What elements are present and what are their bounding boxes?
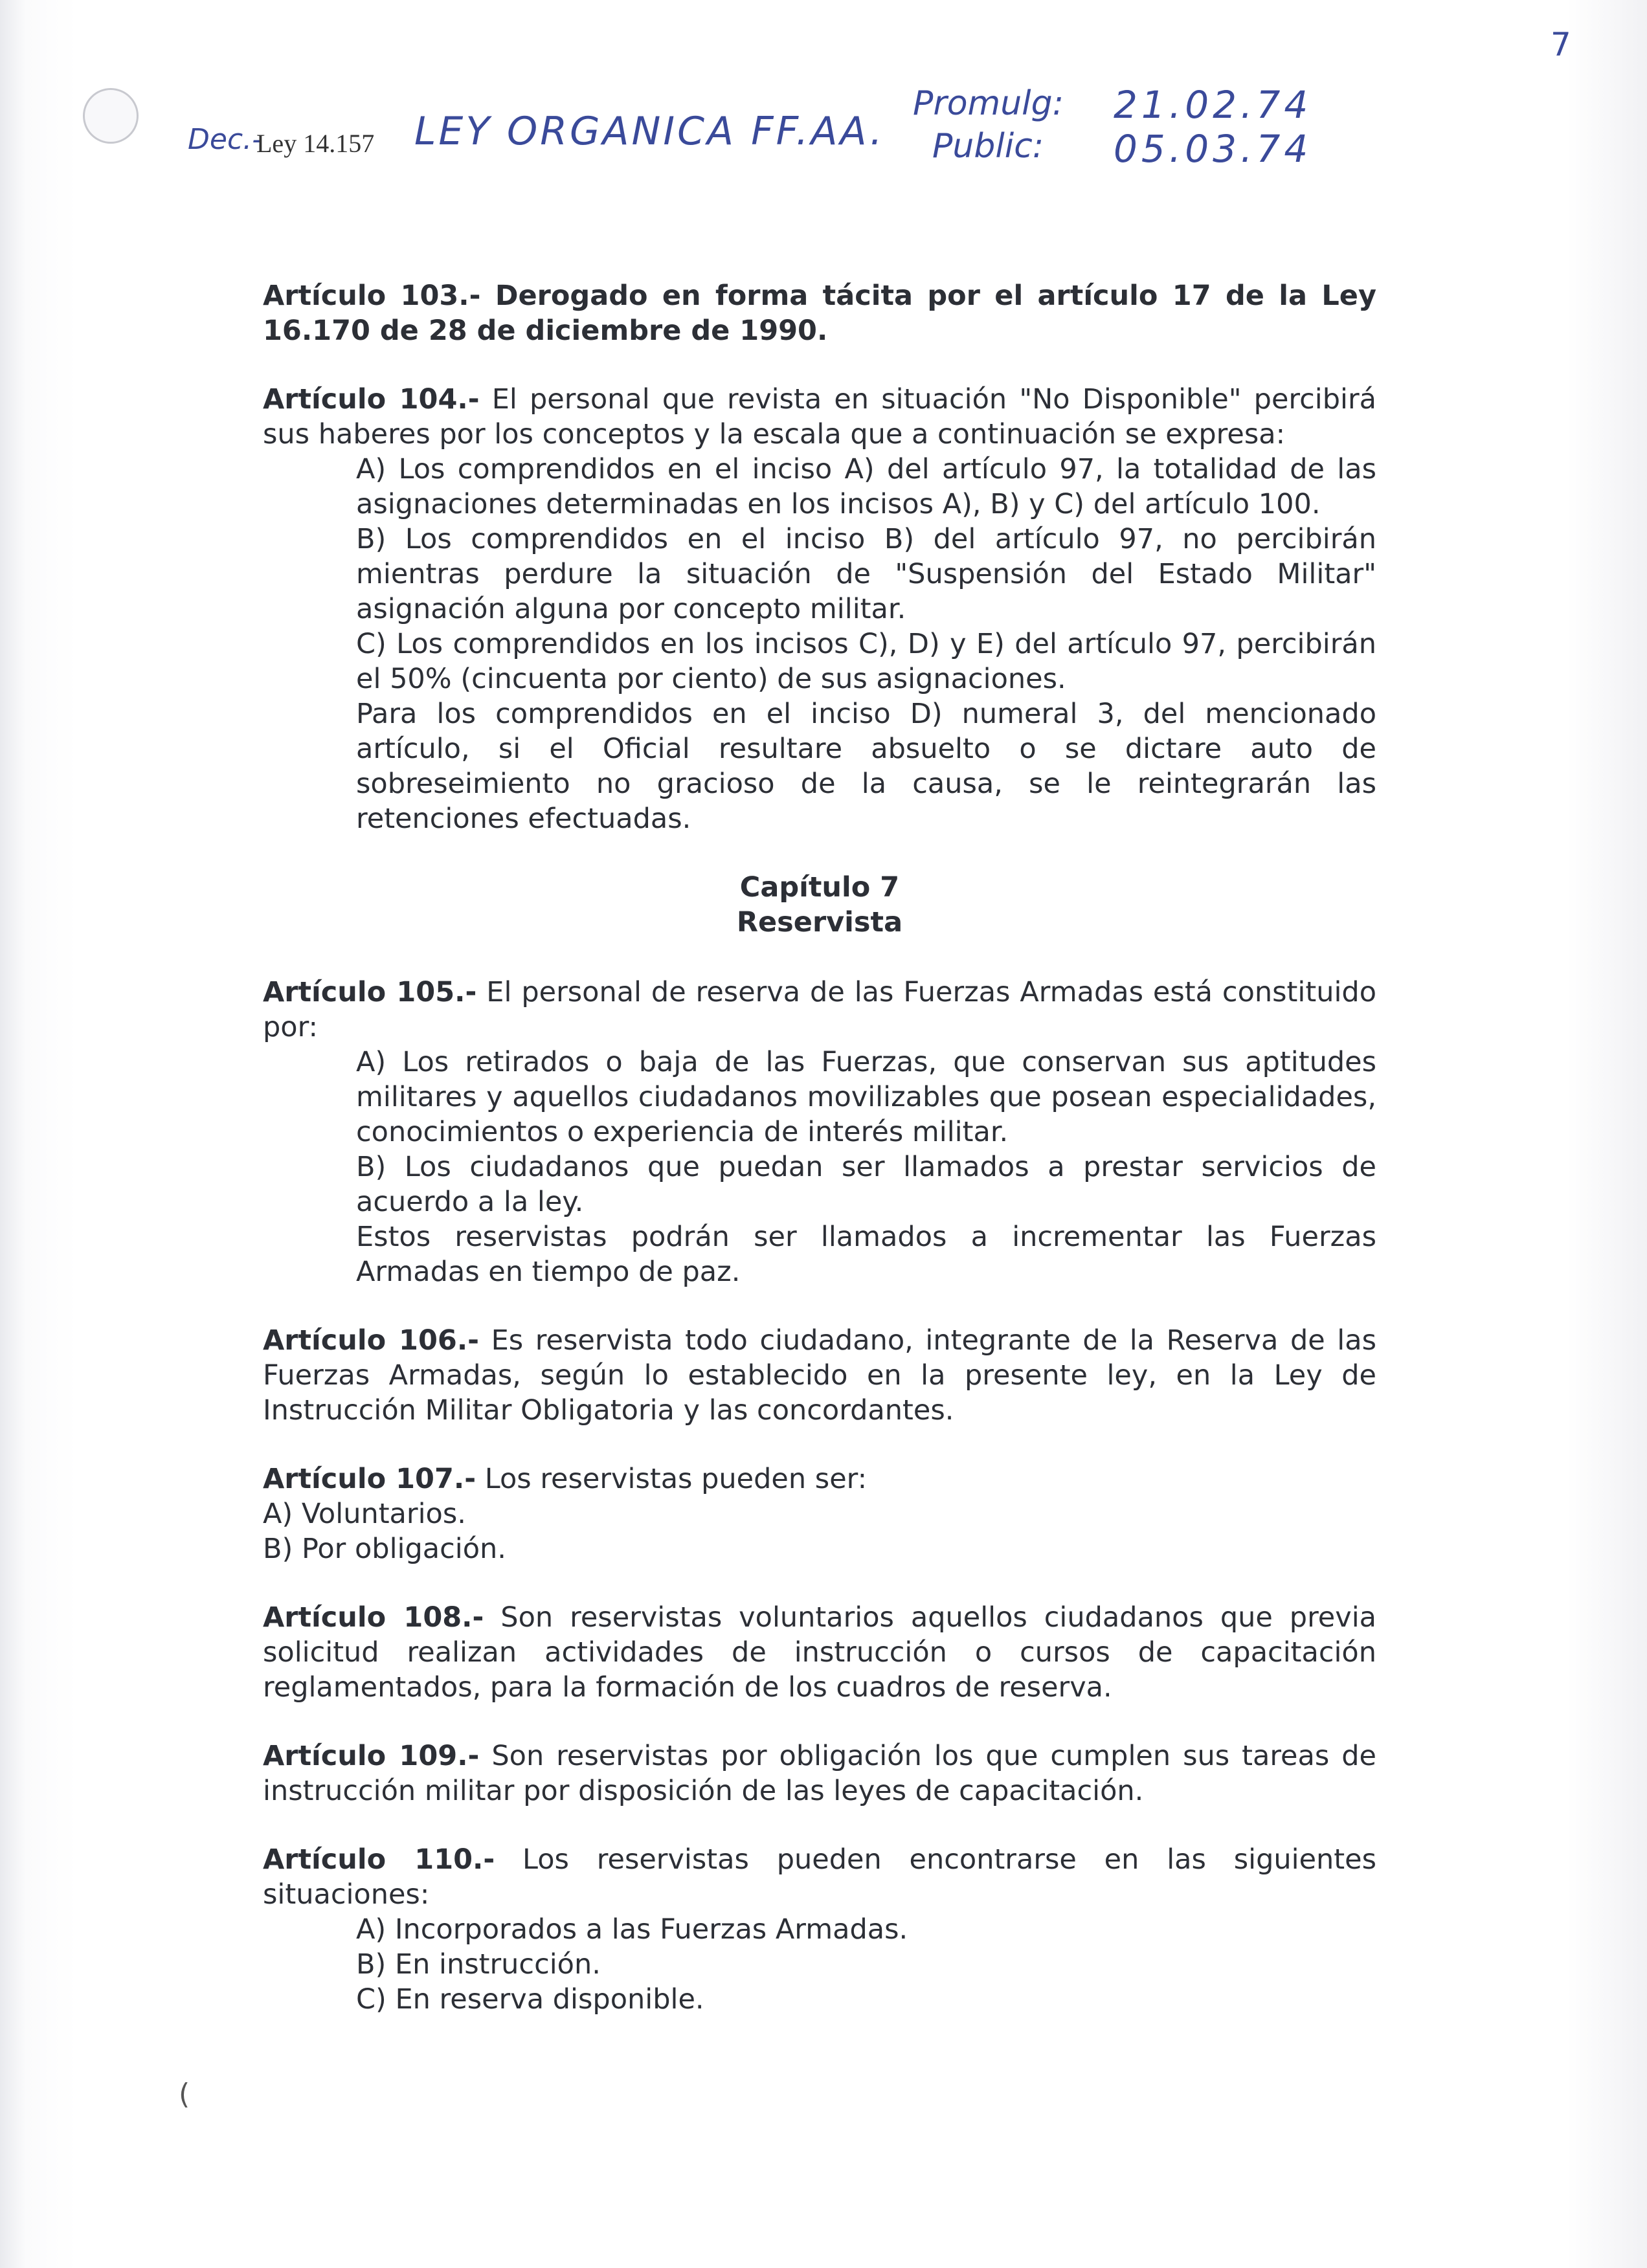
article-107-label: Artículo 107.-	[263, 1463, 476, 1495]
punch-hole	[83, 88, 139, 144]
list-item: B) Los comprendidos en el inciso B) del artículo 97, no percibirán mientras perdure la situación de "Suspensión del Estado Militar" asignación alguna por concepto militar.	[356, 523, 1376, 625]
list-item: Estos reservistas podrán ser llamados a incrementar las Fuerzas Armadas en tiempo de paz.	[356, 1221, 1376, 1288]
article-106-text: Es reservista todo ciudadano, integrante de la Reserva de las Fuerzas Armadas, según lo establecido en la presente ley, en la Ley de Instrucción Militar Obligatoria y las concordantes.	[263, 1324, 1376, 1427]
article-104	[263, 382, 1376, 836]
article-106-label: Artículo 106.-	[263, 1324, 479, 1357]
list-item: A) Los retirados o baja de las Fuerzas, que conservan sus aptitudes militares y aquellos ciudadanos movilizables que posean especialidades, conocimientos o experiencia de interés militar.	[356, 1046, 1376, 1148]
article-109	[263, 1739, 1376, 1808]
article-109-text: Son reservistas por obligación los que cumplen sus tareas de instrucción militar por disposición de las leyes de capacitación.	[263, 1740, 1376, 1807]
article-108	[263, 1600, 1376, 1705]
chapter-title: Reservista	[736, 906, 903, 939]
article-110-label: Artículo 110.-	[263, 1843, 495, 1876]
article-104-items	[356, 452, 1376, 836]
handwritten-public-date: 05.03.74	[1114, 127, 1312, 171]
list-item: A) Voluntarios.	[263, 1498, 466, 1530]
handwritten-public-label: Public:	[932, 127, 1044, 166]
handwritten-dec: Dec.-	[188, 123, 263, 156]
list-item: A) Los comprendidos en el inciso A) del artículo 97, la totalidad de las asignaciones determinadas en los incisos A), B) y C) del artículo 100.	[356, 453, 1376, 520]
article-103: Artículo 103.- Derogado en forma tácita por el artículo 17 de la Ley 16.170 de 28 de diciembre de 1990.	[263, 280, 1376, 347]
document-body	[263, 278, 1376, 2051]
list-item: Para los comprendidos en el inciso D) numeral 3, del mencionado artículo, si el Oficial resultare absuelto o se dictare auto de sobreseimiento no gracioso de la causa, se le reintegrarán las retenciones efectuadas.	[356, 698, 1376, 835]
article-104-label: Artículo 104.-	[263, 383, 480, 416]
list-item: B) En instrucción.	[356, 1948, 601, 1981]
article-109-label: Artículo 109.-	[263, 1740, 480, 1772]
list-item: C) Los comprendidos en los incisos C), D) y E) del artículo 97, percibirán el 50% (cincuenta por ciento) de sus asignaciones.	[356, 628, 1376, 695]
article-110-text: Los reservistas pueden encontrarse en las siguientes situaciones:	[263, 1843, 1376, 1911]
article-104-text: El personal que revista en situación "No Disponible" percibirá sus haberes por los conceptos y la escala que a continuación se expresa:	[263, 383, 1376, 450]
margin-mark: (	[179, 2078, 190, 2111]
chapter-heading	[263, 870, 1376, 940]
article-105-items	[356, 1045, 1376, 1289]
list-item: B) Los ciudadanos que puedan ser llamados a prestar servicios de acuerdo a la ley.	[356, 1151, 1376, 1218]
article-105	[263, 975, 1376, 1289]
list-item: C) En reserva disponible.	[356, 1983, 704, 2016]
article-110-items	[356, 1912, 1376, 2017]
printed-ley-number: Ley 14.157	[256, 129, 375, 158]
article-105-label: Artículo 105.-	[263, 976, 477, 1008]
page-mark: 7	[1551, 26, 1571, 63]
chapter-number: Capítulo 7	[739, 871, 900, 904]
article-107-text: Los reservistas pueden ser:	[476, 1463, 868, 1495]
list-item: A) Incorporados a las Fuerzas Armadas.	[356, 1913, 908, 1946]
article-110	[263, 1842, 1376, 2017]
article-105-text: El personal de reserva de las Fuerzas Armadas está constituido por:	[263, 976, 1376, 1043]
article-106	[263, 1323, 1376, 1428]
article-108-text: Son reservistas voluntarios aquellos ciudadanos que previa solicitud realizan actividades de instrucción o cursos de capacitación reglamentados, para la formación de los cuadros de reserva.	[263, 1601, 1376, 1704]
article-107	[263, 1462, 1376, 1566]
handwritten-ley-title: LEY ORGANICA FF.AA.	[414, 109, 885, 154]
list-item: B) Por obligación.	[263, 1533, 506, 1565]
handwritten-promulg-date: 21.02.74	[1114, 83, 1312, 127]
handwritten-promulg-label: Promulg:	[913, 84, 1064, 123]
article-108-label: Artículo 108.-	[263, 1601, 484, 1634]
